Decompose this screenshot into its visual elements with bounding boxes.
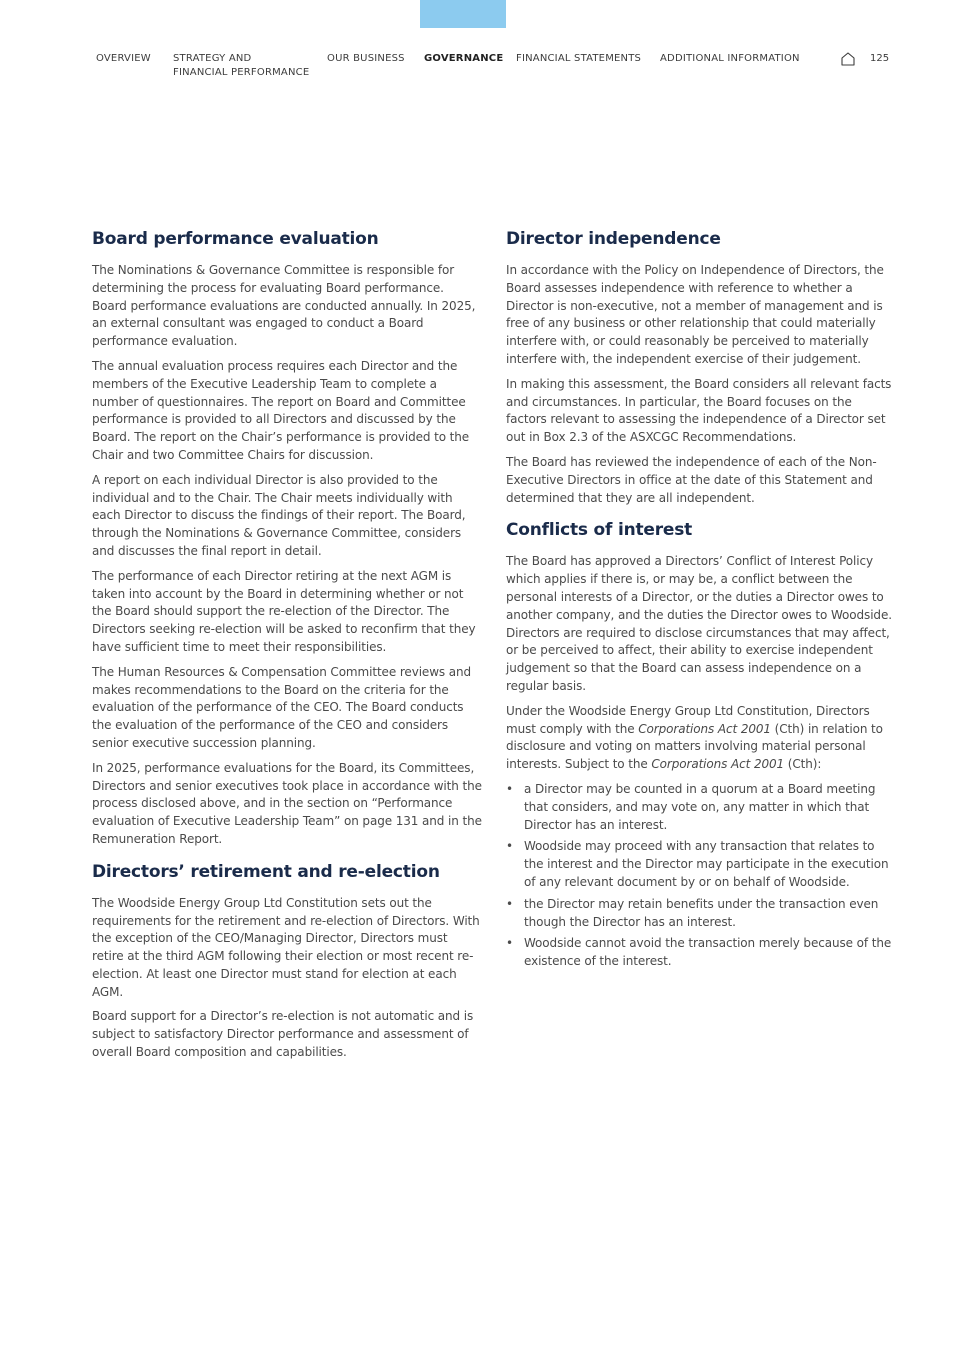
bullet-marker: • [506,896,513,911]
nav-additional-information[interactable]: ADDITIONAL INFORMATION [660,53,800,64]
board-performance-p1: The Nominations & Governance Committee is responsible for determining the process for evaluating Board performance. Board performance evaluations are conducted annually. In 2025, an external consultant was engaged to conduct a Board performance evaluation. [92,263,476,349]
board-performance-p4: The performance of each Director retiring at the next AGM is taken into account by the Board in determining whether or not the Board should support the re-election of the Director. The Directors seeking re-election will be asked to reconfirm that they have sufficient time to meet their responsibilities. [92,568,476,654]
board-performance-p6: In 2025, performance evaluations for the Board, its Committees, Directors and senior executives took place in accordance with the process disclosed above, and in the section on “Performance evaluation of Executive Leadership Team” on page 131 and in the Remuneration Report. [92,760,482,846]
nav-strategy-line2: FINANCIAL PERFORMANCE [173,67,310,78]
independence-heading: Director independence [506,229,721,249]
list-item [506,896,896,932]
nav-financial-statements[interactable]: FINANCIAL STATEMENTS [516,53,642,64]
list-item [506,838,896,891]
independence-p1: In accordance with the Policy on Independence of Directors, the Board assesses independence with reference to whether a Director is non-executive, not a member of management and is free of any business or other relationship that could materially interfere with, or could reasonably be perceived to materially interfere with, the independent exercise of their judgement. [506,263,884,366]
retirement-p2: Board support for a Director’s re-election is not automatic and is subject to satisfactory Director performance and assessment of overall Board composition and capabilities. [92,1009,474,1060]
page-number: 125 [870,53,890,64]
board-performance-p3: A report on each individual Director is also provided to the individual and to the Chair. The Chair meets individually with each Director to discuss the findings of their report. The Board, through the Nominations & Governance Committee, considers and discusses the final report in detail. [92,472,466,558]
right-column [506,228,896,975]
board-performance-p2: The annual evaluation process requires each Director and the members of the Executive Leadership Team to complete a number of questionnaires. The report on Board and Committee performance is provided to all Directors and discussed by the Board. The report on the Chair’s performance is provided to the Chair and two Committee Chairs for discussion. [92,358,470,462]
conflicts-p2-part-a: Under the Woodside Energy Group Ltd Constitution, Directors must comply with the [506,703,870,736]
retirement-heading: Directors’ retirement and re-election [92,861,440,882]
corporations-act-ref-2: Corporations Act 2001 [651,757,785,772]
retirement-p1: The Woodside Energy Group Ltd Constitution sets out the requirements for the retirement and re-election of Directors. With the exception of the CEO/Managing Director, Directors must retire at the third AGM following their election or most recent re-election. At least one Director must stand for election at each AGM. [92,895,480,999]
bullet-marker: • [506,839,513,854]
conflicts-heading: Conflicts of interest [506,520,693,541]
conflicts-p2-part-c: (Cth): [784,757,822,772]
nav-strategy[interactable] [173,52,309,80]
independence-p3: The Board has reviewed the independence of each of the Non-Executive Directors in office at the date of this Statement and determined that they are all independent. [506,454,877,505]
conflicts-bullet-list [506,781,896,971]
independence-p2: In making this assessment, the Board considers all relevant facts and circumstances. In particular, the Board focuses on the factors relevant to assessing the independence of a Director set out in Box 2.3 of the ASXCGC Recommendations. [506,376,892,445]
top-navigation [0,52,965,82]
nav-overview[interactable]: OVERVIEW [96,53,151,64]
corporations-act-ref-1: Corporations Act 2001 [638,721,771,736]
board-performance-heading: Board performance evaluation [92,229,379,249]
list-item-text: a Director may be counted in a quorum at a Board meeting that considers, and may vote on, any matter in which that Director has an interest. [524,781,876,832]
conflicts-p1: The Board has approved a Directors’ Conflict of Interest Policy which applies if there is, or may be, a conflict between the personal interests of a Director, or the duties a Director owes to another company, and the duties the Director owes to Woodside. Directors are required to disclose circumstances that may affect, or be perceived to affect, their ability to exercise independent judgement so that the Board can assess independence on a regular basis. [506,554,892,693]
home-icon[interactable] [840,51,856,67]
nav-our-business[interactable]: OUR BUSINESS [327,53,405,64]
list-item [506,781,896,834]
list-item [506,935,896,971]
nav-governance[interactable]: GOVERNANCE [424,53,504,64]
conflicts-p2-part-b: (Cth) in relation to disclosure and voting on matters involving material personal interests. Subject to the [506,721,883,772]
conflicts-p2 [506,703,896,774]
bullet-marker: • [506,936,513,951]
left-column [92,228,482,1069]
section-tab-marker [420,0,506,28]
bullet-marker: • [506,781,513,796]
list-item-text: the Director may retain benefits under the transaction even though the Director has an interest. [524,896,879,929]
list-item-text: Woodside cannot avoid the transaction merely because of the existence of the interest. [524,936,892,969]
list-item-text: Woodside may proceed with any transaction that relates to the interest and the Director may participate in the execution of any relevant document by or on behalf of Woodside. [524,839,889,889]
nav-strategy-line1: STRATEGY AND [173,53,252,64]
board-performance-p5: The Human Resources & Compensation Committee reviews and makes recommendations to the Board on the criteria for the evaluation of the performance of the CEO. The Board conducts the evaluation of the performance of the CEO and considers senior executive succession planning. [92,664,472,750]
